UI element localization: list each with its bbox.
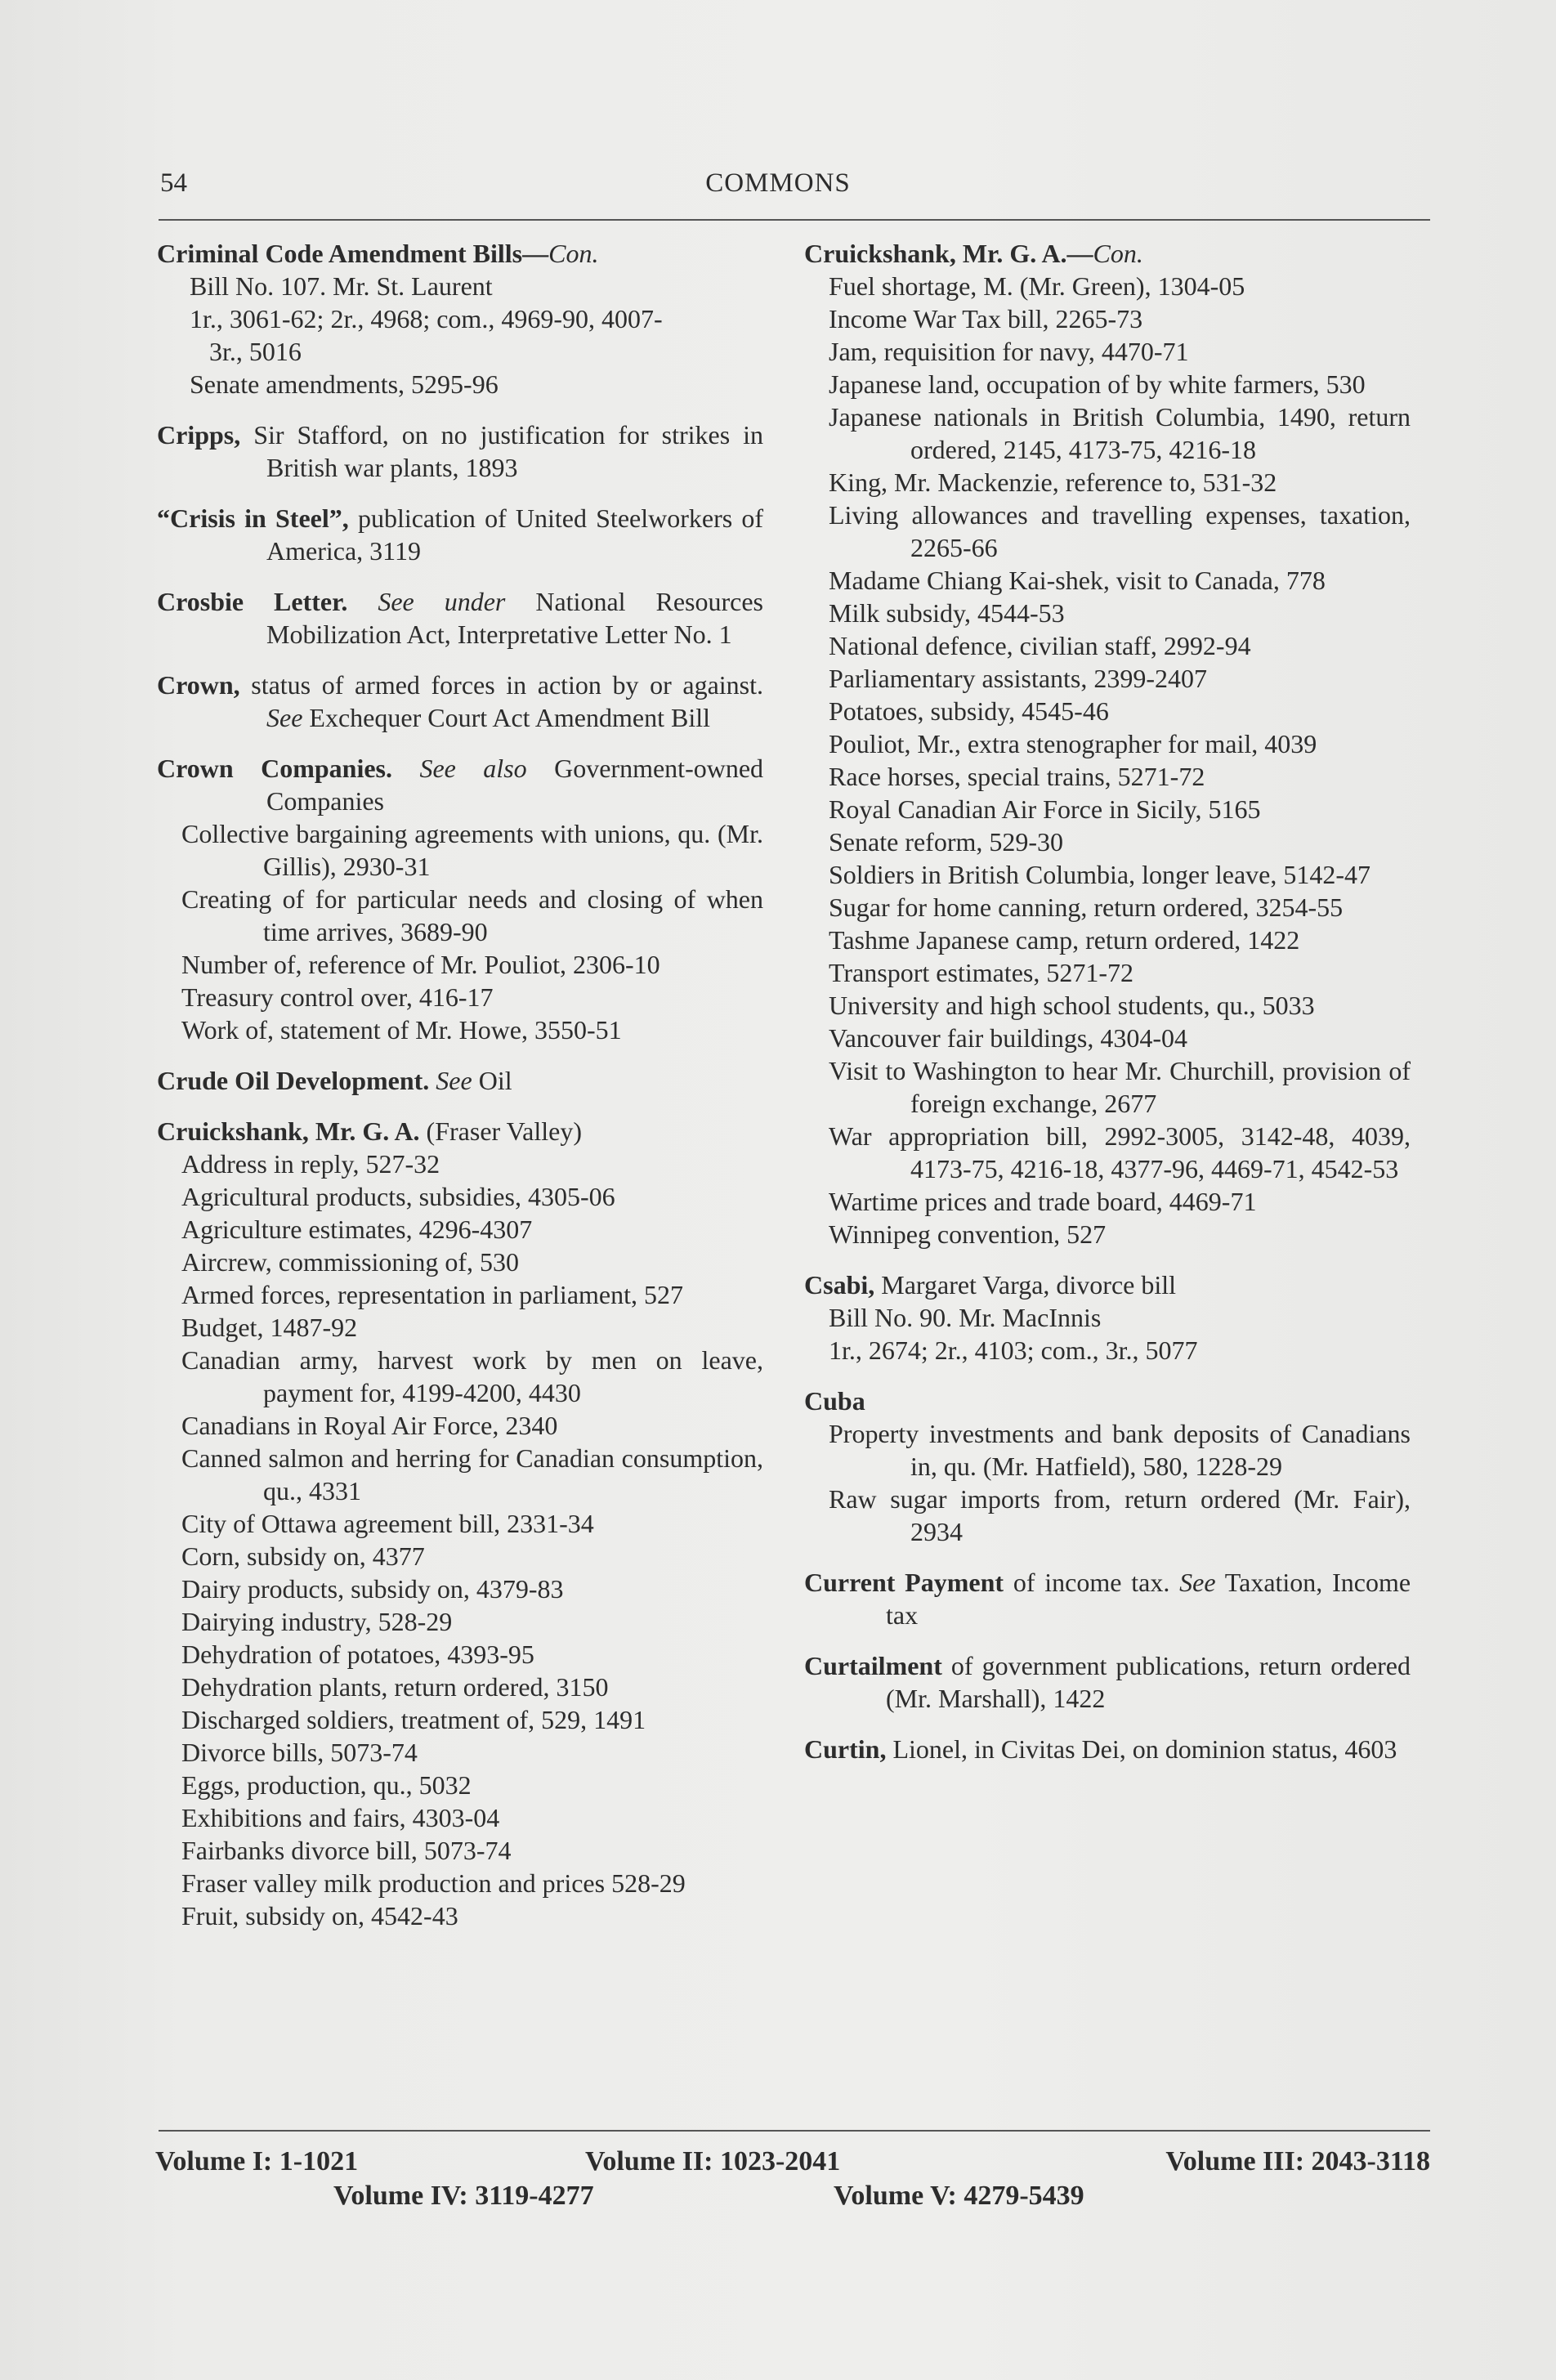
entry-heading: Cruickshank, Mr. G. A.—	[804, 239, 1093, 268]
subentry: Agriculture estimates, 4296-4307	[181, 1215, 533, 1244]
entry-text: National Resources Mobilization Act, Interpretative Letter No. 1	[266, 587, 764, 649]
entry-heading: Criminal Code Amendment Bills—	[157, 239, 549, 268]
subentry: Agricultural products, subsidies, 4305-06	[181, 1182, 615, 1211]
subentry: King, Mr. Mackenzie, reference to, 531-32	[829, 468, 1277, 497]
index-entry-crude-oil	[157, 1064, 763, 1097]
entry-heading: Crosbie Letter.	[157, 587, 348, 616]
subentry: National defence, civilian staff, 2992-94	[829, 631, 1251, 660]
subentry: Senate reform, 529-30	[829, 827, 1064, 857]
subentry: Parliamentary assistants, 2399-2407	[829, 664, 1208, 693]
subentry: Royal Canadian Air Force in Sicily, 5165	[829, 794, 1261, 824]
subentry: Jam, requisition for navy, 4470-71	[829, 337, 1189, 366]
page-number: 54	[160, 168, 187, 198]
subentry: Address in reply, 527-32	[181, 1149, 440, 1179]
entry-heading: Curtin,	[804, 1734, 887, 1764]
subentry: Japanese nationals in British Columbia, 1490, return ordered, 2145, 4173-75, 4216-18	[829, 402, 1411, 464]
volume-2-range: Volume II: 1023-2041	[585, 2146, 841, 2176]
running-title: COMMONS	[705, 168, 851, 198]
index-entry-crown	[157, 669, 763, 734]
subentry: City of Ottawa agreement bill, 2331-34	[181, 1509, 594, 1538]
index-entry-cruickshank	[157, 1115, 763, 1932]
entry-heading: “Crisis in Steel”,	[157, 503, 349, 533]
entry-heading-continued: Con.	[1093, 239, 1143, 268]
entry-heading-continued: Con.	[548, 239, 599, 268]
subentry: Fraser valley milk production and prices 528-29	[181, 1868, 686, 1898]
subentry: Dehydration plants, return ordered, 3150	[181, 1672, 609, 1702]
entry-line: Bill No. 107. Mr. St. Laurent	[190, 271, 493, 301]
index-entry-csabi	[804, 1268, 1411, 1367]
subentry: Visit to Washington to hear Mr. Churchill, provision of foreign exchange, 2677	[829, 1056, 1411, 1118]
subentry: Armed forces, representation in parliament, 527	[181, 1280, 683, 1309]
entry-line: 3r., 5016	[209, 337, 302, 366]
subentry: Canned salmon and herring for Canadian consumption, qu., 4331	[181, 1443, 763, 1505]
entry-text: of income tax.	[1013, 1568, 1170, 1597]
subentry: Corn, subsidy on, 4377	[181, 1541, 425, 1571]
see-reference: See	[1179, 1568, 1216, 1597]
volume-1-range: Volume I: 1-1021	[155, 2146, 359, 2176]
entry-heading: Cruickshank, Mr. G. A.	[157, 1116, 420, 1146]
entry-heading: Crown Companies.	[157, 754, 392, 783]
entry-text: Margaret Varga, divorce bill	[881, 1270, 1177, 1300]
subentry: Sugar for home canning, return ordered, 3254-55	[829, 892, 1344, 922]
index-entry-criminal-code	[157, 237, 763, 400]
subentry: Budget, 1487-92	[181, 1313, 358, 1342]
subentry: Treasury control over, 416-17	[181, 982, 494, 1012]
subentry: Fairbanks divorce bill, 5073-74	[181, 1836, 512, 1865]
entry-heading: Csabi,	[804, 1270, 875, 1300]
subentry: Pouliot, Mr., extra stenographer for mail, 4039	[829, 729, 1317, 758]
index-entry-cruickshank-continued	[804, 237, 1411, 1250]
entry-heading: Crude Oil Development.	[157, 1066, 430, 1095]
subentry: Exhibitions and fairs, 4303-04	[181, 1803, 500, 1832]
subentry: Dairy products, subsidy on, 4379-83	[181, 1574, 564, 1604]
subentry: University and high school students, qu., 5033	[829, 991, 1315, 1020]
entry-text: Lionel, in Civitas Dei, on dominion status, 4603	[892, 1734, 1397, 1764]
entry-line: Senate amendments, 5295-96	[190, 369, 499, 399]
header-rule	[159, 219, 1430, 221]
entry-heading: Current Payment	[804, 1568, 1004, 1597]
subentry: Dairying industry, 528-29	[181, 1607, 453, 1636]
index-entry-crown-companies	[157, 752, 763, 1046]
subentry: Japanese land, occupation of by white farmers, 530	[829, 369, 1366, 399]
right-column	[804, 237, 1411, 1783]
see-reference: See	[436, 1066, 472, 1095]
subentry: Dehydration of potatoes, 4393-95	[181, 1640, 534, 1669]
see-reference: See	[266, 703, 303, 732]
subentry: Wartime prices and trade board, 4469-71	[829, 1187, 1257, 1216]
entry-heading: Crown,	[157, 670, 240, 700]
subentry: Fruit, subsidy on, 4542-43	[181, 1901, 458, 1930]
subentry: Creating of for particular needs and closing of when time arrives, 3689-90	[181, 884, 763, 946]
subentry: Canadian army, harvest work by men on leave, payment for, 4199-4200, 4430	[181, 1345, 763, 1407]
volume-4-range: Volume IV: 3119-4277	[333, 2181, 594, 2211]
entry-text: publication of United Steelworkers of America, 3119	[266, 503, 764, 566]
index-entry-cuba	[804, 1385, 1411, 1548]
subentry: Tashme Japanese camp, return ordered, 1422	[829, 925, 1300, 955]
entry-text: Oil	[478, 1066, 512, 1095]
subentry: Raw sugar imports from, return ordered (Mr. Fair), 2934	[829, 1484, 1411, 1546]
entry-text: of government publications, return ordered (Mr. Marshall), 1422	[886, 1651, 1411, 1713]
entry-text: Exchequer Court Act Amendment Bill	[309, 703, 710, 732]
subentry: Property investments and bank deposits of Canadians in, qu. (Mr. Hatfield), 580, 1228-29	[829, 1419, 1411, 1481]
entry-heading: Cuba	[804, 1386, 865, 1416]
subentry: Milk subsidy, 4544-53	[829, 598, 1065, 628]
volume-3-range: Volume III: 2043-3118	[1165, 2146, 1430, 2176]
subentry: Discharged soldiers, treatment of, 529, 1491	[181, 1705, 646, 1734]
subentry: Transport estimates, 5271-72	[829, 958, 1134, 987]
subentry: Aircrew, commissioning of, 530	[181, 1247, 519, 1277]
subentry: Canadians in Royal Air Force, 2340	[181, 1411, 558, 1440]
see-reference: See also	[419, 754, 527, 783]
subentry: Fuel shortage, M. (Mr. Green), 1304-05	[829, 271, 1245, 301]
entry-text: Taxation, Income tax	[886, 1568, 1411, 1630]
see-reference: See under	[378, 587, 506, 616]
entry-text: Government-owned Companies	[266, 754, 764, 816]
left-column	[157, 237, 763, 1950]
subentry: Vancouver fair buildings, 4304-04	[829, 1023, 1188, 1053]
entry-heading: Curtailment	[804, 1651, 942, 1680]
index-entry-curtin	[804, 1733, 1411, 1765]
subentry: Work of, statement of Mr. Howe, 3550-51	[181, 1015, 622, 1045]
index-entry-crosbie-letter	[157, 585, 763, 651]
index-entry-cripps	[157, 418, 763, 484]
entry-line: 1r., 2674; 2r., 4103; com., 3r., 5077	[829, 1335, 1198, 1365]
entry-text: Sir Stafford, on no justification for strikes in British war plants, 1893	[253, 420, 764, 482]
index-entry-crisis-in-steel	[157, 502, 763, 567]
subentry: War appropriation bill, 2992-3005, 3142-48, 4039, 4173-75, 4216-18, 4377-96, 4469-71, 4542-53	[829, 1121, 1411, 1183]
subentry: Winnipeg convention, 527	[829, 1219, 1107, 1249]
index-entry-current-payment	[804, 1566, 1411, 1631]
subentry: Madame Chiang Kai-shek, visit to Canada, 778	[829, 566, 1326, 595]
entry-text: (Fraser Valley)	[426, 1116, 582, 1146]
subentry: Eggs, production, qu., 5032	[181, 1770, 472, 1800]
entry-line: 1r., 3061-62; 2r., 4968; com., 4969-90, 4007-	[190, 304, 663, 333]
index-entry-curtailment	[804, 1649, 1411, 1715]
subentry: Divorce bills, 5073-74	[181, 1738, 418, 1767]
subentry: Number of, reference of Mr. Pouliot, 2306-10	[181, 950, 660, 979]
entry-heading: Cripps,	[157, 420, 241, 450]
subentry: Collective bargaining agreements with unions, qu. (Mr. Gillis), 2930-31	[181, 819, 763, 881]
volume-5-range: Volume V: 4279-5439	[834, 2181, 1084, 2211]
footer-rule	[159, 2130, 1430, 2132]
subentry: Potatoes, subsidy, 4545-46	[829, 696, 1109, 726]
subentry: Soldiers in British Columbia, longer leave, 5142-47	[829, 860, 1371, 889]
entry-line: Bill No. 90. Mr. MacInnis	[829, 1303, 1102, 1332]
subentry: Income War Tax bill, 2265-73	[829, 304, 1143, 333]
subentry: Living allowances and travelling expenses, taxation, 2265-66	[829, 500, 1411, 562]
entry-text: status of armed forces in action by or against.	[251, 670, 764, 700]
subentry: Race horses, special trains, 5271-72	[829, 762, 1205, 791]
